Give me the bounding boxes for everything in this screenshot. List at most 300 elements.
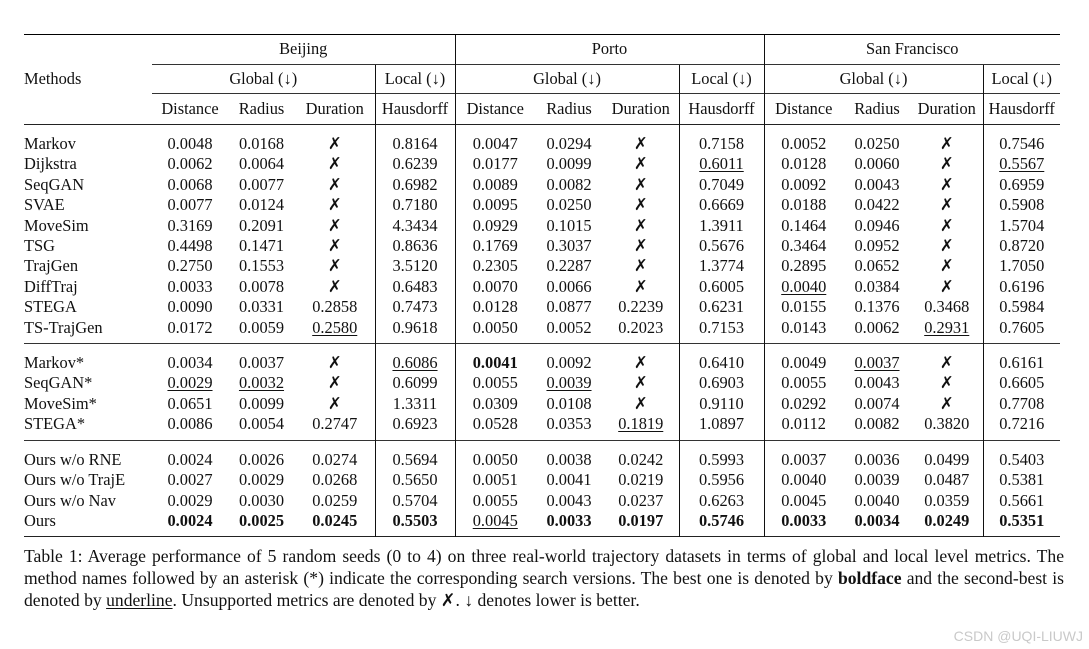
metric-value: 0.0077 [238, 174, 285, 194]
metric-value: 0.0177 [472, 154, 518, 174]
table-cell [535, 256, 603, 276]
metric-value: 0.0128 [472, 297, 518, 317]
table-cell [911, 373, 983, 393]
table-cell [152, 441, 228, 470]
table-cell [455, 344, 535, 373]
table-cell [455, 441, 535, 470]
table-cell [228, 216, 295, 236]
metric-value: 0.5351 [999, 510, 1045, 530]
table-cell [455, 236, 535, 256]
metric-value: 0.0045 [781, 490, 827, 510]
dataset-header-san-francisco: San Francisco [764, 35, 1060, 65]
table-cell [764, 216, 843, 236]
metric-value: 0.6923 [392, 414, 438, 434]
metric-value: 0.5403 [999, 449, 1045, 469]
table-cell [911, 318, 983, 344]
metric-value: 0.7158 [698, 134, 745, 153]
metric-value: 0.0060 [854, 154, 900, 174]
metric-value: 0.0027 [167, 470, 213, 490]
metric-value: 0.0036 [854, 449, 900, 469]
table-cell [228, 195, 295, 215]
table-cell [983, 236, 1060, 256]
metric-value: 0.0359 [924, 490, 970, 510]
table-cell [764, 373, 843, 393]
metric-value: 0.0043 [854, 174, 900, 194]
table-cell [764, 344, 843, 373]
unsupported-mark: ✗ [633, 215, 648, 235]
table-cell [843, 297, 911, 317]
metric-value: 0.0249 [924, 510, 970, 530]
table-cell [603, 318, 679, 344]
table-cell [535, 414, 603, 440]
metric-value: 0.6410 [698, 353, 745, 373]
metric-value: 0.0049 [781, 353, 827, 373]
table-cell [375, 195, 455, 215]
table-cell [455, 491, 535, 511]
unsupported-mark: ✗ [939, 215, 954, 235]
metric-value: 0.3464 [781, 236, 827, 256]
table-cell [603, 394, 679, 414]
table-cell [983, 195, 1060, 215]
metric-value: 0.0024 [167, 510, 213, 530]
metric-value: 0.0095 [472, 195, 518, 215]
metric-value: 0.0051 [472, 470, 518, 490]
table-cell [764, 297, 843, 317]
metric-value: 0.2931 [924, 317, 970, 337]
porto-global-header: Global (↓) [455, 65, 679, 94]
table-cell [152, 297, 228, 317]
metric-value: 0.0250 [854, 134, 900, 153]
col-duration-beijing: Duration [295, 94, 375, 125]
metric-value: 0.3037 [546, 236, 592, 256]
table-cell [843, 318, 911, 344]
metric-value: 0.5503 [392, 510, 438, 530]
unsupported-mark: ✗ [633, 134, 648, 153]
table-cell [295, 318, 375, 344]
table-row [24, 256, 1060, 276]
table-cell [375, 441, 455, 470]
metric-value: 0.0090 [167, 297, 213, 317]
metric-value: 0.7605 [999, 317, 1045, 337]
table-cell [911, 154, 983, 174]
table-cell [295, 491, 375, 511]
table-cell [764, 491, 843, 511]
table-cell [983, 470, 1060, 490]
table-cell [603, 195, 679, 215]
table-cell [295, 195, 375, 215]
table-cell [679, 511, 764, 537]
table-cell [764, 256, 843, 276]
metric-value: 0.0086 [167, 414, 213, 434]
table-cell [375, 154, 455, 174]
unsupported-mark: ✗ [939, 256, 954, 276]
metric-value: 0.0033 [781, 510, 827, 530]
table-cell [228, 491, 295, 511]
metric-value: 0.0033 [546, 510, 592, 530]
table-row [24, 414, 1060, 440]
table-cell [764, 125, 843, 154]
metric-value: 0.0041 [546, 470, 592, 490]
table-cell [535, 154, 603, 174]
table-cell [295, 175, 375, 195]
metric-value: 0.3169 [167, 215, 213, 235]
metric-value: 0.8636 [392, 236, 438, 256]
table-cell [295, 256, 375, 276]
metric-value: 0.0292 [781, 393, 827, 413]
metric-value: 0.0237 [618, 490, 664, 510]
metric-value: 1.5704 [999, 215, 1045, 235]
method-name: TrajGen [24, 256, 79, 276]
unsupported-mark: ✗ [939, 236, 954, 256]
metric-value: 0.0652 [854, 256, 900, 276]
table-cell [843, 256, 911, 276]
metric-value: 0.0029 [238, 470, 285, 490]
table-cell [679, 216, 764, 236]
table-cell [152, 154, 228, 174]
caption-text-2: and the second-best is denoted by [24, 568, 1064, 611]
table-cell [375, 470, 455, 490]
unsupported-mark: ✗ [327, 134, 342, 153]
table-cell [911, 470, 983, 490]
method-name: Ours w/o RNE [24, 449, 122, 469]
table-cell [983, 256, 1060, 276]
table-row [24, 195, 1060, 215]
metric-value: 0.5956 [698, 470, 745, 490]
table-cell [603, 344, 679, 373]
metric-value: 0.8164 [392, 134, 438, 153]
metric-value: 0.0026 [238, 449, 285, 469]
metric-value: 0.7546 [999, 134, 1045, 153]
table-cell [764, 195, 843, 215]
table-cell [911, 297, 983, 317]
metric-value: 0.0168 [238, 134, 285, 153]
table-row [24, 277, 1060, 297]
table-cell [228, 511, 295, 537]
table-cell [375, 414, 455, 440]
porto-local-header: Local (↓) [679, 65, 764, 94]
metric-value: 0.0066 [546, 276, 592, 296]
metric-value: 0.3468 [924, 297, 970, 317]
table-cell [152, 256, 228, 276]
unsupported-mark: ✗ [633, 373, 648, 393]
table-cell [603, 277, 679, 297]
table-cell [455, 175, 535, 195]
table-cell [764, 318, 843, 344]
table-cell [983, 175, 1060, 195]
table-cell [983, 344, 1060, 373]
table-row [24, 511, 1060, 537]
method-name: Markov* [24, 353, 85, 373]
table-cell [455, 195, 535, 215]
table-cell [679, 344, 764, 373]
col-duration-sf: Duration [911, 94, 983, 125]
table-cell [455, 394, 535, 414]
table-cell [603, 414, 679, 440]
table-row [24, 216, 1060, 236]
table-cell [911, 491, 983, 511]
metric-value: 0.0024 [167, 449, 213, 469]
beijing-global-header: Global (↓) [152, 65, 375, 94]
table-cell [679, 125, 764, 154]
metric-value: 0.0048 [167, 134, 213, 153]
unsupported-mark: ✗ [327, 154, 342, 174]
metric-value: 0.0877 [546, 297, 592, 317]
metric-value: 0.0033 [167, 276, 213, 296]
metric-value: 0.0064 [238, 154, 285, 174]
table-cell [679, 441, 764, 470]
metric-value: 0.0487 [924, 470, 970, 490]
table-cell [679, 491, 764, 511]
table-cell [679, 318, 764, 344]
metric-value: 0.0082 [546, 174, 592, 194]
table-cell [843, 125, 911, 154]
metric-value: 0.0037 [854, 353, 900, 373]
table-cell [843, 491, 911, 511]
table-cell [535, 394, 603, 414]
metric-value: 0.0128 [781, 154, 827, 174]
metric-value: 0.0050 [472, 449, 518, 469]
table-cell [455, 297, 535, 317]
table-cell [295, 297, 375, 317]
metric-value: 0.5650 [392, 470, 438, 490]
table-row [24, 318, 1060, 344]
table-cell [603, 511, 679, 537]
metric-value: 0.1471 [238, 236, 285, 256]
table-cell [983, 414, 1060, 440]
metric-value: 0.0041 [472, 353, 518, 373]
table-cell [983, 318, 1060, 344]
table-cell [228, 175, 295, 195]
table-cell [152, 175, 228, 195]
metric-value: 0.6086 [392, 353, 438, 373]
table-row [24, 236, 1060, 256]
unsupported-mark: ✗ [327, 236, 342, 256]
table-row [24, 394, 1060, 414]
table-cell [375, 297, 455, 317]
metric-value: 0.2750 [167, 256, 213, 276]
unsupported-mark: ✗ [633, 154, 648, 174]
caption-underline-word: underline [106, 590, 173, 611]
metric-value: 0.0054 [238, 414, 285, 434]
metric-value: 0.5676 [698, 236, 745, 256]
method-name: SVAE [24, 195, 65, 215]
method-name: Markov [24, 134, 76, 153]
table-row [24, 154, 1060, 174]
metric-value: 0.0651 [167, 393, 213, 413]
metric-value: 0.1015 [546, 215, 592, 235]
metric-value: 0.0528 [472, 414, 518, 434]
unsupported-mark: ✗ [327, 373, 342, 393]
table-cell [535, 318, 603, 344]
table-cell [152, 195, 228, 215]
table-cell [603, 441, 679, 470]
table-cell [679, 414, 764, 440]
unsupported-mark: ✗ [939, 134, 954, 153]
metric-value: 0.0050 [472, 317, 518, 337]
dataset-header-porto: Porto [455, 35, 764, 65]
col-hausdorff-beijing: Hausdorff [375, 94, 455, 125]
metric-value: 0.7153 [698, 317, 745, 337]
table-cell [295, 154, 375, 174]
table-cell [983, 277, 1060, 297]
sf-global-header: Global (↓) [764, 65, 983, 94]
table-cell [843, 277, 911, 297]
metric-value: 0.0929 [472, 215, 518, 235]
method-name: STEGA* [24, 414, 86, 434]
table-cell [295, 414, 375, 440]
table-cell [228, 154, 295, 174]
results-table [24, 34, 1060, 537]
table-cell [228, 470, 295, 490]
metric-value: 0.2858 [312, 297, 358, 317]
col-radius-porto: Radius [535, 94, 603, 125]
unsupported-mark: ✗ [327, 276, 342, 296]
metric-value: 0.7049 [698, 174, 745, 194]
method-name: MoveSim [24, 215, 89, 235]
metric-value: 1.3311 [392, 393, 438, 413]
metric-value: 0.0143 [781, 317, 827, 337]
metric-value: 0.5381 [999, 470, 1045, 490]
table-cell [983, 511, 1060, 537]
table-cell [535, 511, 603, 537]
metric-value: 0.0038 [546, 449, 592, 469]
method-name: Ours [24, 510, 56, 530]
table-cell [843, 154, 911, 174]
table-cell [603, 175, 679, 195]
metric-value: 0.0068 [167, 174, 213, 194]
metric-value: 0.0034 [854, 510, 900, 530]
table-cell [911, 394, 983, 414]
metric-value: 0.0952 [854, 236, 900, 256]
metric-value: 0.0043 [546, 490, 592, 510]
table-body [24, 125, 1060, 538]
metric-value: 0.0188 [781, 195, 827, 215]
metric-value: 3.5120 [392, 256, 438, 276]
metric-value: 0.7180 [392, 195, 438, 215]
table-cell [911, 125, 983, 154]
table-cell [295, 470, 375, 490]
table-cell [843, 195, 911, 215]
metric-value: 0.2091 [238, 215, 285, 235]
table-cell [375, 125, 455, 154]
table-cell [679, 195, 764, 215]
table-cell [152, 125, 228, 154]
table-cell [152, 344, 228, 373]
metric-value: 0.0055 [472, 490, 518, 510]
metric-value: 0.0089 [472, 174, 518, 194]
table-cell [911, 441, 983, 470]
table-cell [535, 195, 603, 215]
results-table-container [24, 34, 1060, 537]
table-cell [764, 470, 843, 490]
metric-value: 0.5661 [999, 490, 1045, 510]
col-distance-sf: Distance [764, 94, 843, 125]
table-cell [228, 394, 295, 414]
metric-value: 0.0045 [472, 510, 518, 530]
table-cell [679, 154, 764, 174]
table-cell [152, 277, 228, 297]
metric-value: 0.0082 [854, 414, 900, 434]
metric-value: 0.0268 [312, 470, 358, 490]
metric-value: 0.0092 [781, 174, 827, 194]
table-cell [228, 344, 295, 373]
metric-value: 0.0039 [854, 470, 900, 490]
table-cell [295, 511, 375, 537]
table-cell [228, 441, 295, 470]
metric-value: 0.2747 [312, 414, 358, 434]
table-row [24, 373, 1060, 393]
metric-value: 0.0062 [167, 154, 213, 174]
table-cell [535, 470, 603, 490]
table-cell [295, 373, 375, 393]
table-cell [843, 236, 911, 256]
metric-value: 0.0242 [618, 449, 664, 469]
metric-value: 0.0062 [854, 317, 900, 337]
table-cell [375, 373, 455, 393]
metric-value: 0.0052 [546, 317, 592, 337]
table-cell [152, 470, 228, 490]
table-cell [911, 256, 983, 276]
table-cell [911, 216, 983, 236]
table-cell [603, 256, 679, 276]
metric-value: 0.6196 [999, 276, 1045, 296]
caption-bold-word: boldface [837, 568, 902, 589]
table-cell [843, 373, 911, 393]
metric-value: 0.0197 [618, 510, 664, 530]
metric-value: 0.9618 [392, 317, 438, 337]
col-distance-beijing: Distance [152, 94, 228, 125]
table-cell [228, 373, 295, 393]
metric-value: 0.0034 [167, 353, 213, 373]
metric-value: 0.1769 [472, 236, 518, 256]
metric-value: 0.0259 [312, 490, 358, 510]
table-cell [764, 154, 843, 174]
table-cell [679, 236, 764, 256]
metric-value: 0.0499 [924, 449, 970, 469]
table-cell [603, 470, 679, 490]
metric-value: 0.2239 [618, 297, 664, 317]
unsupported-mark: ✗ [939, 195, 954, 215]
method-name: Dijkstra [24, 154, 77, 174]
table-cell [455, 470, 535, 490]
metric-value: 0.6161 [999, 353, 1045, 373]
sf-local-header: Local (↓) [983, 65, 1060, 94]
unsupported-mark: ✗ [633, 236, 648, 256]
method-name: SeqGAN* [24, 373, 93, 393]
metric-value: 0.7708 [999, 393, 1045, 413]
metric-value: 1.0897 [698, 414, 745, 434]
table-cell [455, 511, 535, 537]
table-cell [764, 236, 843, 256]
table-cell [535, 175, 603, 195]
metric-value: 0.6605 [999, 373, 1045, 393]
metric-value: 0.6903 [698, 373, 745, 393]
table-cell [983, 491, 1060, 511]
table-cell [911, 175, 983, 195]
metric-value: 0.3820 [924, 414, 970, 434]
metric-value: 0.8720 [999, 236, 1045, 256]
metric-value: 0.0055 [472, 373, 518, 393]
metric-value: 0.2023 [618, 317, 664, 337]
metric-value: 0.0040 [781, 276, 827, 296]
method-name: TS-TrajGen [24, 317, 103, 337]
metric-value: 0.0055 [781, 373, 827, 393]
table-cell [375, 236, 455, 256]
metric-value: 0.7216 [999, 414, 1045, 434]
table-cell [152, 318, 228, 344]
table-cell [679, 256, 764, 276]
metric-value: 0.6239 [392, 154, 438, 174]
